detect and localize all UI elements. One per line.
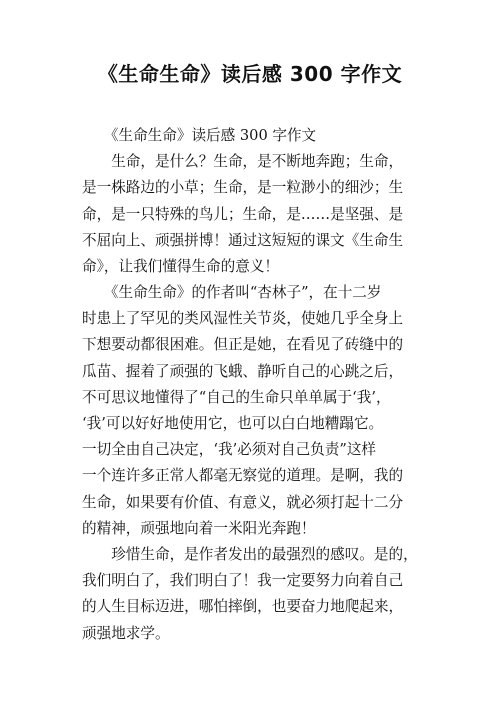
paragraph-2 <box>82 280 427 542</box>
text-line: 顽强地求学。 <box>82 624 170 642</box>
text-line: 生命，是什么？生命，是不断地奔跑；生命， <box>82 153 404 171</box>
text-line: 不屈向上、顽强拼博！通过这短短的课文《生命生 <box>82 231 404 249</box>
paragraph-1 <box>82 123 427 280</box>
paragraph-3 <box>82 542 427 647</box>
text-line: 命》，让我们懂得生命的意义！ <box>82 257 280 275</box>
text-line: 《生命生命》读后感 300 字作文 <box>82 127 317 144</box>
text-line: 一切全由自己决定，‘我’必须对自己负责”这样 <box>82 441 377 459</box>
text-line: 的精神，顽强地向着一米阳光奔跑！ <box>82 519 316 537</box>
text-line: 一个连许多正常人都毫无察觉的道理。是啊，我的 <box>82 467 404 485</box>
text-line: 是一株路边的小草；生命，是一粒渺小的细沙；生 <box>82 179 404 197</box>
text-line: 我们明白了，我们明白了！我一定要努力向着自己 <box>82 572 404 590</box>
text-line: 不可思议地懂得了“自己的生命只单单属于‘我’， <box>82 388 391 406</box>
text-line: 珍惜生命，是作者发出的最强烈的感叹。是的， <box>82 546 418 563</box>
text-line: 生命，如果要有价值、有意义，就必须打起十二分 <box>82 493 404 511</box>
text-line: 命，是一只特殊的鸟儿；生命，是……是坚强、是 <box>82 205 404 223</box>
text-line: 瓜苗、握着了顽强的飞蛾、静听自己的心跳之后， <box>82 362 404 380</box>
text-line: 《生命生命》的作者叫“杏林子”，在十二岁 <box>82 284 382 301</box>
text-line: 时患上了罕见的类风湿性关节炎，使她几乎全身上 <box>82 310 404 328</box>
text-line: 下想要动都很困难。但正是她，在看见了砖缝中的 <box>82 336 404 354</box>
text-line: ‘我’可以好好地使用它，也可以白白地糟蹋它。 <box>82 414 384 432</box>
text-line: 的人生目标迈进，哪怕摔倒，也要奋力地爬起来， <box>82 598 404 616</box>
page-title: 《生命生命》读后感 300 字作文 <box>97 62 403 86</box>
